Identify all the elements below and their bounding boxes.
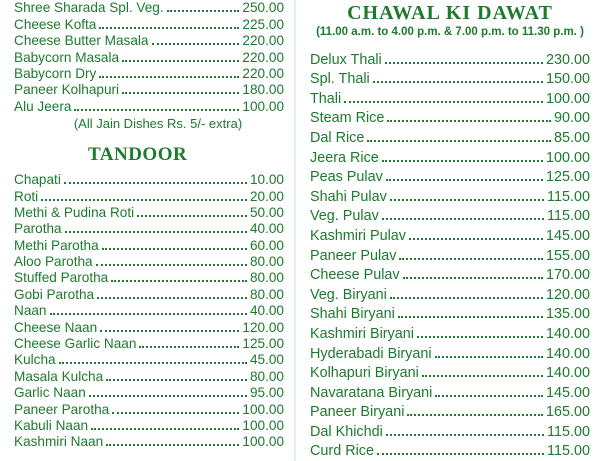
dot-leader [377, 453, 544, 455]
menu-item-name: Garlic Naan [14, 385, 86, 401]
menu-item-name: Spl. Thali [310, 71, 370, 88]
menu-item-price: 100.00 [242, 434, 284, 450]
menu-item-price: 115.00 [547, 423, 590, 440]
menu-item [14, 221, 284, 237]
dot-leader [435, 395, 543, 397]
dot-leader [409, 238, 543, 240]
menu-item-name: Hyderabadi Biryani [310, 345, 432, 362]
dot-leader [91, 428, 239, 430]
menu-item [14, 254, 284, 270]
menu-item-name: Gobi Parotha [14, 286, 95, 302]
dot-leader [373, 81, 543, 83]
menu-item-price: 180.00 [242, 82, 284, 98]
menu-item-price: 165.00 [545, 404, 590, 421]
menu-item-name: Naan [14, 303, 47, 319]
menu-item [14, 82, 284, 98]
dot-leader [386, 434, 544, 436]
menu-item-name: Babycorn Dry [14, 65, 97, 81]
menu-item [310, 401, 590, 421]
menu-item [310, 68, 590, 88]
menu-item-price: 60.00 [249, 237, 284, 253]
menu-item-name: Paneer Biryani [310, 404, 405, 421]
menu-item [310, 224, 590, 244]
dot-leader [50, 313, 247, 315]
menu-item [310, 264, 590, 284]
menu-item-price: 220.00 [242, 49, 284, 65]
menu-item [14, 205, 284, 221]
menu-item [310, 107, 590, 127]
dot-leader [387, 120, 551, 122]
menu-item-price: 10.00 [249, 172, 284, 188]
dot-leader [41, 199, 247, 201]
menu-item-price: 80.00 [249, 254, 284, 270]
menu-item-price: 120.00 [545, 286, 590, 303]
menu-item-name: Cheese Kofta [14, 16, 97, 32]
menu-item [310, 342, 590, 362]
menu-item-name: Cheese Pulav [310, 267, 400, 284]
menu-item [310, 440, 590, 460]
menu-item-price: 140.00 [545, 325, 590, 342]
menu-item-name: Alu Jeera [14, 98, 72, 114]
dot-leader [382, 160, 543, 162]
menu-item-price: 85.00 [553, 129, 590, 146]
menu-item [310, 166, 590, 186]
curry-list [14, 0, 284, 115]
menu-item [14, 0, 284, 16]
menu-item-price: 50.00 [249, 204, 284, 220]
menu-item-name: Curd Rice [310, 443, 374, 460]
menu-item-price: 225.00 [242, 16, 284, 32]
menu-item [14, 352, 284, 368]
menu-item [14, 188, 284, 204]
menu-item-price: 90.00 [553, 110, 590, 127]
menu-item-price: 80.00 [249, 270, 284, 286]
menu-item-name: Kashmiri Biryani [310, 325, 414, 342]
menu-item-name: Kashmiri Naan [14, 434, 104, 450]
dot-leader [99, 27, 239, 29]
menu-item [310, 126, 590, 146]
menu-item-price: 80.00 [249, 368, 284, 384]
menu-item [14, 33, 284, 49]
menu-item-name: Methi Parotha [14, 237, 99, 253]
chawal-ki-dawat-heading: CHAWAL KI DAWAT [347, 2, 553, 24]
menu-item-name: Delux Thali [310, 51, 382, 68]
dot-leader [382, 218, 544, 220]
dot-leader [111, 280, 247, 282]
dot-leader [102, 248, 247, 250]
menu-item [14, 368, 284, 384]
menu-item [14, 401, 284, 417]
menu-item-name: Veg. Pulav [310, 208, 379, 225]
menu-item-price: 145.00 [545, 384, 590, 401]
dot-leader [137, 215, 247, 217]
dot-leader [344, 101, 543, 103]
menu-item-price: 95.00 [249, 385, 284, 401]
menu-item [14, 336, 284, 352]
dot-leader [152, 43, 240, 45]
dot-leader [407, 414, 543, 416]
menu-item [14, 270, 284, 286]
menu-item [310, 381, 590, 401]
menu-item-price: 45.00 [249, 352, 284, 368]
menu-item-price: 220.00 [242, 33, 284, 49]
menu-item [14, 16, 284, 32]
dot-leader [100, 330, 239, 332]
dot-leader [399, 258, 543, 260]
dot-leader [422, 375, 543, 377]
dot-leader [367, 140, 551, 142]
menu-item-price: 115.00 [547, 208, 590, 225]
menu-item-price: 115.00 [547, 188, 590, 205]
menu-item [310, 185, 590, 205]
menu-item-price: 120.00 [242, 319, 284, 335]
menu-item-name: Shahi Biryani [310, 306, 395, 323]
dot-leader [89, 395, 247, 397]
dot-leader [96, 264, 247, 266]
menu-item [310, 322, 590, 342]
menu-item-name: Babycorn Masala [14, 49, 120, 65]
menu-item [14, 286, 284, 302]
menu-item [310, 146, 590, 166]
menu-item-price: 135.00 [545, 306, 590, 323]
dot-leader [139, 346, 239, 348]
menu-item [310, 362, 590, 382]
menu-item-name: Cheese Butter Masala [14, 33, 149, 49]
menu-item-name: Kabuli Naan [14, 417, 89, 433]
menu-item-price: 115.00 [547, 443, 590, 460]
dot-leader [122, 92, 239, 94]
menu-item-name: Paneer Parotha [14, 401, 110, 417]
menu-item-name: Steam Rice [310, 110, 385, 127]
menu-item-name: Peas Pulav [310, 169, 383, 186]
menu-item [14, 98, 284, 114]
menu-item-name: Dal Khichdi [310, 423, 383, 440]
dot-leader [385, 62, 543, 64]
rice-list [310, 48, 590, 459]
dot-leader [386, 179, 543, 181]
menu-item-name: Chapati [14, 172, 61, 188]
menu-item [310, 205, 590, 225]
menu-item-name: Thali [310, 90, 342, 107]
dot-leader [99, 76, 239, 78]
menu-item [14, 319, 284, 335]
dot-leader [74, 109, 239, 111]
dot-leader [112, 412, 239, 414]
menu-item-price: 100.00 [545, 90, 590, 107]
menu-item-name: Shahi Pulav [310, 188, 387, 205]
menu-item [14, 237, 284, 253]
menu-item-price: 150.00 [545, 71, 590, 88]
menu-item-price: 100.00 [545, 149, 590, 166]
menu-item-name: Kolhapuri Biryani [310, 365, 419, 382]
menu-item [310, 303, 590, 323]
menu-item [14, 434, 284, 450]
menu-item-name: Shree Sharada Spl. Veg. [14, 0, 164, 16]
dot-leader [106, 379, 247, 381]
menu-item-name: Kulcha [14, 352, 56, 368]
menu-item-name: Cheese Naan [14, 319, 98, 335]
dot-leader [59, 362, 247, 364]
dot-leader [64, 182, 247, 184]
menu-item-price: 125.00 [242, 336, 284, 352]
menu-item [14, 172, 284, 188]
dot-leader [417, 336, 543, 338]
menu-item [14, 49, 284, 65]
menu-item [14, 66, 284, 82]
menu-item-price: 220.00 [242, 65, 284, 81]
menu-item-price: 140.00 [545, 345, 590, 362]
dot-leader [390, 199, 544, 201]
menu-item [310, 283, 590, 303]
dot-leader [97, 297, 247, 299]
right-menu-column [310, 0, 590, 459]
menu-item-name: Jeera Rice [310, 149, 379, 166]
tandoor-heading: TANDOOR [88, 143, 188, 165]
dot-leader [167, 10, 240, 12]
dot-leader [398, 316, 543, 318]
dot-leader [122, 60, 239, 62]
menu-item-price: 140.00 [545, 365, 590, 382]
dot-leader [435, 356, 543, 358]
dot-leader [403, 277, 543, 279]
menu-item-price: 155.00 [545, 247, 590, 264]
menu-item-price: 80.00 [249, 286, 284, 302]
menu-item-name: Masala Kulcha [14, 368, 104, 384]
menu-item-name: Stuffed Parotha [14, 270, 109, 286]
menu-item [14, 303, 284, 319]
menu-item-name: Paneer Pulav [310, 247, 397, 264]
menu-item [310, 244, 590, 264]
menu-item-price: 100.00 [242, 98, 284, 114]
menu-item-name: Cheese Garlic Naan [14, 336, 137, 352]
menu-item [310, 48, 590, 68]
dot-leader [390, 297, 543, 299]
dot-leader [106, 444, 239, 446]
menu-item-name: Parotha [14, 221, 62, 237]
menu-item [14, 385, 284, 401]
menu-item-price: 40.00 [249, 303, 284, 319]
menu-item [310, 87, 590, 107]
menu-item-price: 40.00 [249, 221, 284, 237]
menu-item-price: 250.00 [242, 0, 284, 16]
menu-item-name: Kashmiri Pulav [310, 227, 406, 244]
menu-item-name: Navaratana Biryani [310, 384, 433, 401]
menu-item [310, 420, 590, 440]
menu-item-price: 125.00 [545, 169, 590, 186]
menu-item-price: 20.00 [249, 188, 284, 204]
menu-item-name: Paneer Kolhapuri [14, 82, 120, 98]
menu-item-price: 170.00 [545, 267, 590, 284]
menu-item-name: Dal Rice [310, 129, 365, 146]
menu-item-name: Methi & Pudina Roti [14, 204, 135, 220]
left-menu-column [14, 0, 284, 450]
menu-item-name: Aloo Parotha [14, 254, 93, 270]
dot-leader [65, 231, 247, 233]
page-fold-divider [294, 0, 296, 461]
menu-item-name: Roti [14, 188, 39, 204]
menu-item-price: 145.00 [545, 227, 590, 244]
tandoor-list [14, 172, 284, 451]
menu-item-price: 230.00 [545, 51, 590, 68]
menu-item-name: Veg. Biryani [310, 286, 387, 303]
menu-item-price: 100.00 [242, 401, 284, 417]
menu-item-price: 100.00 [242, 417, 284, 433]
jain-note: (All Jain Dishes Rs. 5/- extra) [73, 115, 243, 131]
menu-item [14, 418, 284, 434]
service-hours: (11.00 a.m. to 4.00 p.m. & 7.00 p.m. to 11.30 p.m. ) [316, 26, 584, 38]
